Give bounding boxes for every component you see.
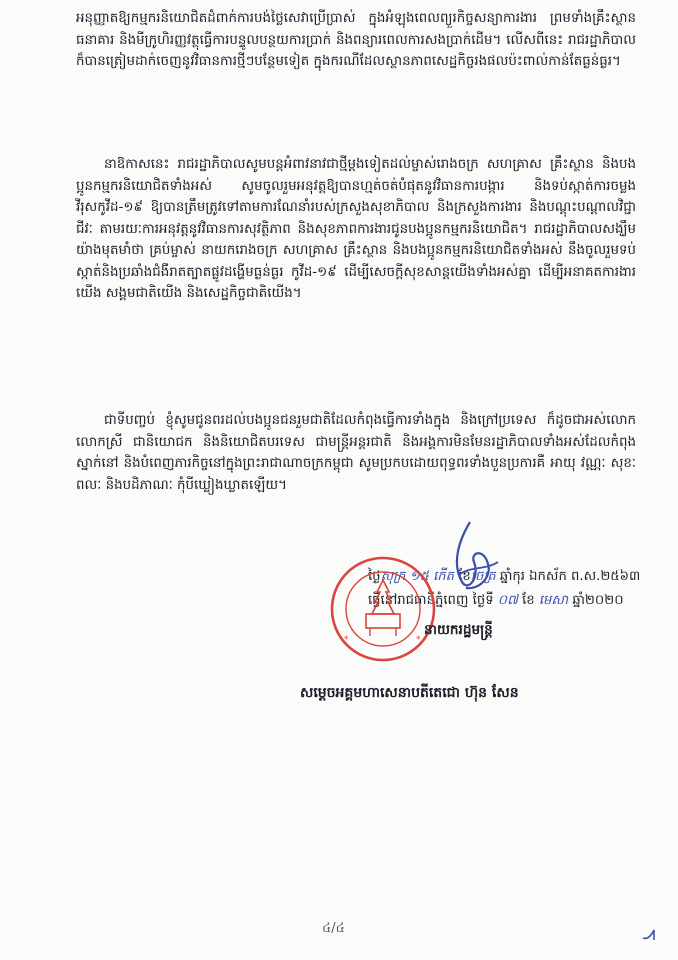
paragraph-relief-measures: អនុញ្ញាតឱ្យកម្មករនិយោជិតដំពាក់ការបង់ថ្លៃសេវាប្រើប្រាស់ ក្នុងអំឡុងពេលព្យួរកិច្ចសន្យាការងារ ព្រមទាំងគ្រឹះស្ថានធនាគារ និងមីក្រូហិរញ្ញវត្ថុធ្វើការបន្ទូលបន្ថយការប្រាក់ និងពន្យារពេលការសងប្រាក់ដើម។ លើសពីនេះ រាជរដ្ឋាភិបាលក៏បានត្រៀមដាក់ចេញនូវវិធានការថ្មីៗបន្ថែមទៀត ក្នុងករណីដែលស្ថានភាពសេដ្ឋកិច្ចរងផលប៉ះពាល់កាន់តែធ្ងន់ធ្ងរ។ (76, 11, 636, 69)
official-seal-icon (328, 554, 438, 664)
date-prefix: ថ្ងៃ (368, 569, 381, 584)
date-prefix: ធ្វើនៅរាជធានីភ្នំពេញ ថ្ងៃទី (368, 593, 498, 608)
signatory-name: សម្តេចអគ្គមហាសេនាបតីតេជោ ហ៊ុន សែន (300, 685, 519, 701)
handwritten-day: ០៧ (497, 593, 518, 608)
date-middle: ខែ (517, 593, 539, 608)
pen-mark-icon (640, 926, 664, 944)
svg-text:*: * (344, 635, 349, 645)
handwritten-month: ចេត្រ (470, 569, 496, 584)
paragraph-appeal: នាឱកាសនេះ រាជរដ្ឋាភិបាលសូមបន្តអំពាវនាវជាថ្មីម្តងទៀតដល់ម្ចាស់រោងចក្រ សហគ្រាស គ្រឹះស្ថាន និងបងប្អូនកម្មករនិយោជិតទាំងអស់ សូមចូលរួមអនុវត្តឱ្យបានហ្មត់ចត់បំផុតនូវវិធានការបង្ការ និងទប់ស្កាត់ការចម្លងវីរុសកូវីដ-១៩ ឱ្យបានត្រឹមត្រូវទៅតាមការណែនាំរបស់ក្រសួងសុខាភិបាល និងក្រសួងការងារ និងបណ្តុះបណ្តាលវិជ្ជាជីវៈ តាមរយៈការអនុវត្តនូវវិធានការសុវត្ថិភាព និងសុខភាពការងារជូនបងប្អូនកម្មករនិយោជិត។ រាជរដ្ឋាភិបាលសង្ឃឹមយ៉ាងមុតមាំថា គ្រប់ម្ចាស់ នាយករោងចក្រ សហគ្រាស គ្រឹះស្ថាន និងបងប្អូនកម្មករនិយោជិតទាំងអស់ នឹងចូលរួមទប់ស្កាត់និងប្រឆាំងជំងឺរាតត្បាតផ្លូវដង្ហើមធ្ងន់ធ្ងរ កូវីដ-១៩ ដើម្បីសេចក្តីសុខសាន្តយើងទាំងអស់គ្នា ដើម្បីអនាគតការងារយើង សង្គមជាតិយើង និងសេដ្ឋកិច្ចជាតិយើង។ (76, 157, 636, 301)
office-title: នាយករដ្ឋមន្ត្រី (424, 622, 493, 638)
paragraph-closing-blessing: ជាទីបញ្ចប់ ខ្ញុំសូមជូនពរដល់បងប្អូនជនរួមជាតិដែលកំពុងធ្វើការទាំងក្នុង និងក្រៅប្រទេស ក៏ដូចជាអស់លោក លោកស្រី ជានិយោជក និងនិយោជិតបរទេស ជាមន្ត្រីអន្តរជាតិ និងអង្គការមិនមែនរដ្ឋាភិបាលទាំងអស់ដែលកំពុងស្នាក់នៅ និងបំពេញភារកិច្ចនៅក្នុងព្រះរាជាណាចក្រកម្ពុជា សូមប្រកបដោយពុទ្ធពរទាំងបួនប្រការគឺ អាយុ វណ្ណៈ សុខៈ ពលៈ និងបដិភាណៈ កុំបីឃ្លៀងឃ្លាតឡើយ។ (76, 413, 636, 493)
date-suffix: ឆ្នាំ២០២០ (568, 593, 624, 608)
handwritten-month: មេសា (538, 593, 569, 608)
date-middle: ខែ (454, 569, 471, 584)
signature-icon (440, 512, 510, 602)
page-number: ៤/៤ (322, 921, 345, 936)
date-suffix: ឆ្នាំកុរ ឯកស័ក ព.ស.២៥៦៣ (495, 569, 641, 584)
svg-text:*: * (416, 635, 421, 645)
handwritten-day: សុក្រ ១៥ កើត (380, 569, 455, 584)
